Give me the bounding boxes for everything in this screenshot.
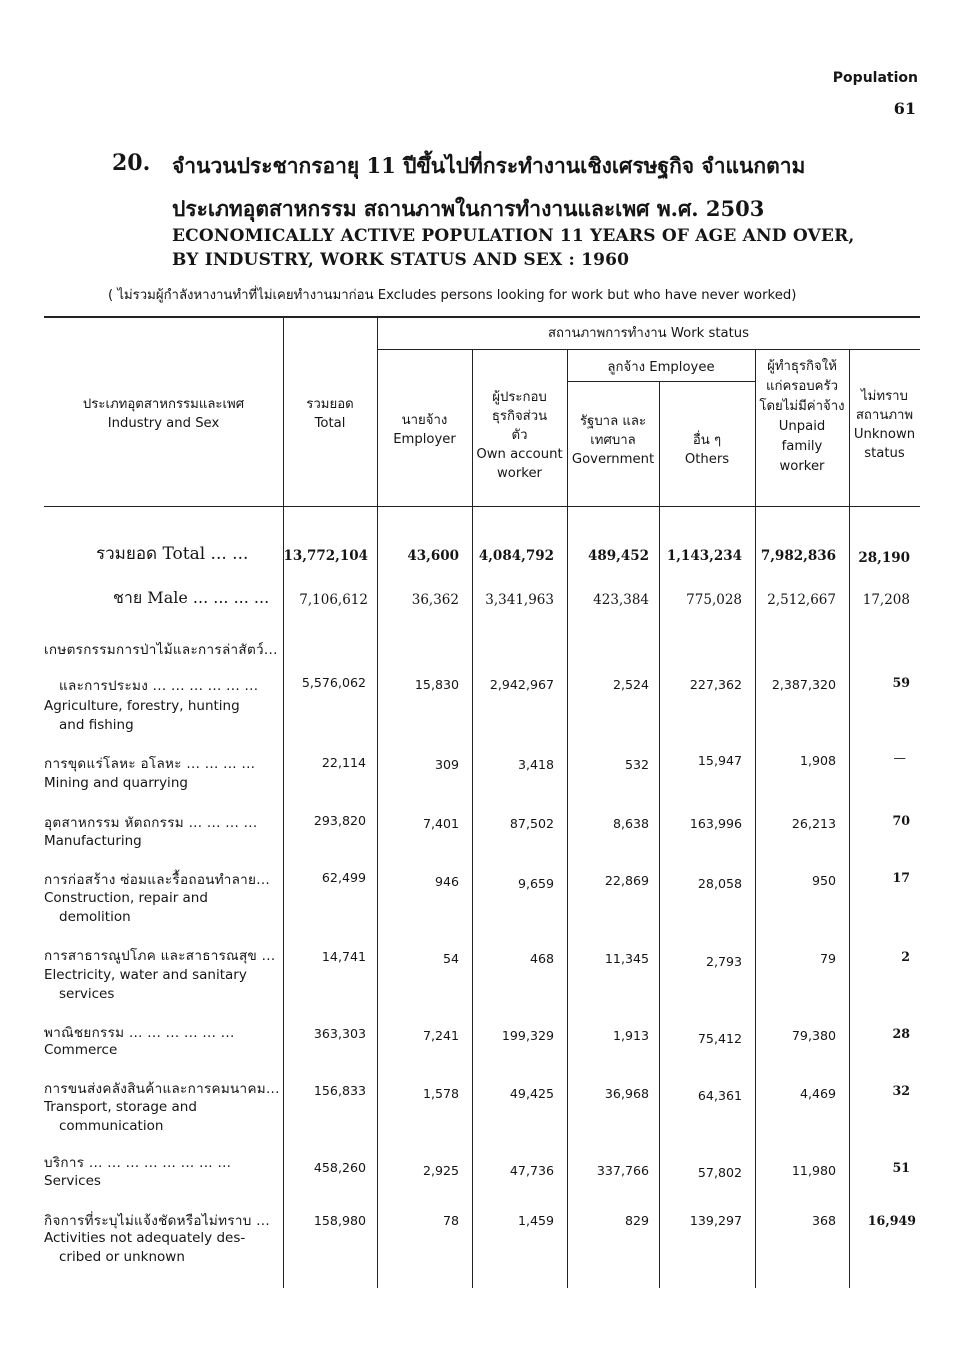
row-agriculture-thai: เกษตรกรรมการป่าไม้และการล่าสัตว์... — [44, 642, 278, 658]
header-unknown-thai-1: ไม่ทราบ — [861, 389, 908, 404]
cell-services-employer: 2,925 — [422, 1163, 459, 1178]
row-commerce-thai: พาณิชยกรรม ... ... ... ... ... ... — [44, 1025, 235, 1041]
header-government-thai: รัฐบาล และ เทศบาล — [579, 414, 647, 448]
header-industry-thai: ประเภทอุตสาหกรรมและเพศ — [82, 397, 245, 412]
row-agriculture-english — [44, 697, 240, 735]
title-english-line-2: BY INDUSTRY, WORK STATUS AND SEX : 1960 — [172, 250, 630, 270]
cell-commerce-unknown: 28 — [892, 1026, 910, 1041]
cell-construction-government: 22,869 — [604, 873, 649, 888]
header-government — [567, 412, 659, 469]
row-unknown-activities-english-2: cribed or unknown — [59, 1249, 185, 1265]
table-number: 20. — [112, 150, 151, 176]
cell-construction-own-account: 9,659 — [517, 876, 554, 891]
header-total-english: Total — [314, 416, 346, 431]
column-divider — [755, 350, 756, 1288]
cell-total-government: 489,452 — [587, 548, 649, 564]
cell-electricity-employer: 54 — [442, 951, 459, 966]
cell-unknown-activities-others: 139,297 — [689, 1213, 742, 1228]
row-unknown-activities-english — [44, 1229, 245, 1267]
cell-unknown-activities-unpaid: 368 — [811, 1213, 836, 1228]
header-employer-thai: นายจ้าง — [401, 413, 448, 428]
header-unpaid-english-1: Unpaid — [778, 419, 826, 434]
cell-services-own-account: 47,736 — [509, 1163, 554, 1178]
header-total — [283, 395, 377, 433]
row-transport-thai: การขนส่งคลังสินค้าและการคมนาคม... — [44, 1081, 280, 1097]
cell-construction-employer: 946 — [434, 874, 459, 889]
row-manufacturing-thai: อุตสาหกรรม หัตถกรรม ... ... ... ... — [44, 815, 258, 831]
header-unknown-thai-2: สถานภาพ — [855, 408, 914, 423]
row-electricity-english-1: Electricity, water and sanitary — [44, 967, 247, 983]
column-divider — [283, 318, 284, 1288]
title-thai-line-2: ประเภทอุตสาหกรรม สถานภาพในการทำงานและเพศ พ.ศ. 2503 — [172, 196, 765, 221]
table-top-rule — [44, 316, 920, 318]
cell-mining-others: 15,947 — [697, 753, 742, 768]
row-transport-english-1: Transport, storage and — [44, 1099, 197, 1115]
row-commerce-english-1: Commerce — [44, 1042, 118, 1058]
cell-transport-employer: 1,578 — [422, 1086, 459, 1101]
cell-unknown-activities-total: 158,980 — [313, 1213, 366, 1228]
title-thai-line-1: จำนวนประชากรอายุ 11 ปีขึ้นไปที่กระทำงานเชิงเศรษฐกิจ จำแนกตาม — [172, 153, 806, 178]
cell-commerce-employer: 7,241 — [422, 1028, 459, 1043]
cell-commerce-own-account: 199,329 — [501, 1028, 554, 1043]
cell-agriculture-total: 5,576,062 — [301, 675, 366, 690]
row-transport-english-2: communication — [59, 1118, 164, 1134]
cell-male-total: 7,106,612 — [299, 592, 368, 608]
row-construction-thai: การก่อสร้าง ซ่อมและรื้อถอนทำลาย... — [44, 872, 271, 888]
cell-total-others: 1,143,234 — [666, 548, 742, 564]
row-construction-english — [44, 889, 208, 927]
cell-commerce-others: 75,412 — [697, 1031, 742, 1046]
row-male-label: ชาย Male ... ... ... ... — [113, 588, 270, 607]
row-agriculture-english-2: and fishing — [59, 717, 134, 733]
cell-electricity-unpaid: 79 — [819, 951, 836, 966]
cell-services-unknown: 51 — [892, 1160, 910, 1175]
row-electricity-english — [44, 966, 247, 1004]
row-commerce-english — [44, 1041, 117, 1060]
column-divider — [849, 350, 850, 1288]
cell-commerce-total: 363,303 — [313, 1026, 366, 1041]
cell-agriculture-others: 227,362 — [689, 677, 742, 692]
row-agriculture-english-1: Agriculture, forestry, hunting — [44, 698, 240, 714]
row-mining-english-1: Mining and quarrying — [44, 775, 188, 791]
cell-construction-total: 62,499 — [321, 870, 366, 885]
row-unknown-activities-english-1: Activities not adequately des- — [44, 1230, 246, 1246]
header-others-english: Others — [684, 452, 730, 467]
header-employer-english: Employer — [393, 432, 456, 447]
page-number: 61 — [893, 99, 916, 118]
cell-manufacturing-total: 293,820 — [313, 813, 366, 828]
cell-manufacturing-unknown: 70 — [892, 813, 910, 828]
cell-transport-unpaid: 4,469 — [799, 1086, 836, 1101]
cell-unknown-activities-unknown: 16,949 — [867, 1213, 916, 1228]
row-unknown-activities-thai: กิจการที่ระบุไม่แจ้งชัดหรือไม่ทราบ ... — [44, 1213, 270, 1229]
cell-services-others: 57,802 — [697, 1165, 742, 1180]
header-industry — [44, 395, 283, 433]
header-unknown-english-1: Unknown — [853, 427, 916, 442]
header-own-account-thai: ผู้ประกอบ ธุรกิจส่วนตัว — [491, 390, 548, 443]
cell-transport-government: 36,968 — [604, 1086, 649, 1101]
cell-total-unpaid: 7,982,836 — [760, 548, 836, 564]
header-total-thai: รวมยอด — [306, 397, 354, 412]
row-services-english — [44, 1172, 101, 1191]
cell-transport-own-account: 49,425 — [509, 1086, 554, 1101]
row-total-label: รวมยอด Total ... ... — [96, 544, 249, 564]
column-divider — [567, 350, 568, 1288]
header-unpaid-thai-2: แก่ครอบครัว — [766, 379, 838, 394]
cell-transport-total: 156,833 — [313, 1083, 366, 1098]
cell-electricity-unknown: 2 — [901, 949, 910, 964]
cell-agriculture-own-account: 2,942,967 — [489, 677, 554, 692]
cell-unknown-activities-own-account: 1,459 — [517, 1213, 554, 1228]
cell-construction-others: 28,058 — [697, 876, 742, 891]
cell-mining-total: 22,114 — [321, 755, 366, 770]
header-unpaid-thai-3: โดยไม่มีค่าจ้าง — [759, 399, 845, 414]
header-others — [659, 431, 755, 469]
cell-mining-unpaid: 1,908 — [799, 753, 836, 768]
header-unknown-status — [849, 387, 920, 463]
table-note: ( ไม่รวมผู้กำลังหางานทำที่ไม่เคยทำงานมาก่อน Excludes persons looking for work but who have never worked) — [108, 288, 797, 303]
cell-services-unpaid: 11,980 — [791, 1163, 836, 1178]
row-manufacturing-english — [44, 832, 142, 851]
cell-electricity-total: 14,741 — [321, 949, 366, 964]
row-services-english-1: Services — [44, 1173, 101, 1189]
employee-rule — [567, 381, 755, 382]
cell-male-others: 775,028 — [686, 592, 742, 608]
header-employer — [377, 411, 472, 449]
cell-commerce-unpaid: 79,380 — [791, 1028, 836, 1043]
cell-agriculture-unknown: 59 — [892, 675, 910, 690]
row-transport-english — [44, 1098, 197, 1136]
work-status-rule — [377, 349, 920, 350]
header-unpaid-english-3: worker — [779, 459, 825, 474]
row-services-thai: บริการ ... ... ... ... ... ... ... ... — [44, 1155, 232, 1171]
cell-electricity-others: 2,793 — [705, 954, 742, 969]
section-label: Population — [832, 70, 918, 86]
row-manufacturing-english-1: Manufacturing — [44, 833, 142, 849]
cell-male-unknown: 17,208 — [862, 592, 910, 608]
cell-manufacturing-own-account: 87,502 — [509, 816, 554, 831]
cell-agriculture-unpaid: 2,387,320 — [771, 677, 836, 692]
row-construction-english-2: demolition — [59, 909, 131, 925]
cell-male-unpaid: 2,512,667 — [767, 592, 836, 608]
header-unpaid-english-2: family — [781, 439, 823, 454]
cell-mining-government: 532 — [624, 757, 649, 772]
column-divider — [377, 318, 378, 1288]
cell-transport-others: 64,361 — [697, 1088, 742, 1103]
cell-unknown-activities-government: 829 — [624, 1213, 649, 1228]
header-unknown-english-2: status — [864, 446, 905, 461]
cell-total-unknown: 28,190 — [858, 550, 910, 566]
cell-electricity-government: 11,345 — [604, 951, 649, 966]
cell-unknown-activities-employer: 78 — [442, 1213, 459, 1228]
cell-commerce-government: 1,913 — [612, 1028, 649, 1043]
column-divider — [472, 350, 473, 1288]
row-mining-thai: การขุดแร่โลหะ อโลหะ ... ... ... ... — [44, 756, 256, 772]
cell-transport-unknown: 32 — [892, 1083, 910, 1098]
cell-manufacturing-government: 8,638 — [612, 816, 649, 831]
cell-male-government: 423,384 — [593, 592, 649, 608]
row-agriculture-thai-2: และการประมง ... ... ... ... ... ... — [59, 678, 259, 694]
cell-services-government: 337,766 — [596, 1163, 649, 1178]
cell-mining-unknown: — — [893, 750, 906, 765]
row-electricity-thai: การสาธารณูปโภค และสาธารณสุข ... — [44, 948, 276, 964]
cell-male-own-account: 3,341,963 — [485, 592, 554, 608]
cell-manufacturing-unpaid: 26,213 — [791, 816, 836, 831]
cell-electricity-own-account: 468 — [529, 951, 554, 966]
cell-agriculture-government: 2,524 — [612, 677, 649, 692]
header-industry-english: Industry and Sex — [107, 416, 220, 431]
header-employee: ลูกจ้าง Employee — [607, 360, 715, 375]
row-mining-english — [44, 774, 188, 793]
header-government-english: Government — [571, 452, 655, 467]
row-electricity-english-2: services — [59, 986, 115, 1002]
cell-agriculture-employer: 15,830 — [414, 677, 459, 692]
header-work-status: สถานภาพการทำงาน Work status — [548, 326, 749, 341]
cell-construction-unpaid: 950 — [811, 873, 836, 888]
header-unpaid-thai-1: ผู้ทำธุรกิจให้ — [767, 359, 837, 374]
column-divider — [659, 382, 660, 1288]
cell-manufacturing-others: 163,996 — [689, 816, 742, 831]
cell-male-employer: 36,362 — [411, 592, 459, 608]
cell-total-total: 13,772,104 — [283, 548, 368, 564]
title-english-line-1: ECONOMICALLY ACTIVE POPULATION 11 YEARS OF AGE AND OVER, — [172, 226, 855, 246]
cell-manufacturing-employer: 7,401 — [422, 816, 459, 831]
cell-services-total: 458,260 — [313, 1160, 366, 1175]
header-unpaid-family — [755, 357, 849, 477]
cell-mining-own-account: 3,418 — [517, 757, 554, 772]
header-own-account — [472, 388, 567, 483]
header-own-account-english: Own account — [476, 447, 563, 462]
header-bottom-rule — [44, 506, 920, 507]
cell-mining-employer: 309 — [434, 757, 459, 772]
cell-construction-unknown: 17 — [892, 870, 910, 885]
header-own-account-english-2: worker — [497, 466, 542, 481]
row-construction-english-1: Construction, repair and — [44, 890, 208, 906]
header-others-thai: อื่น ๆ — [692, 433, 722, 448]
cell-total-employer: 43,600 — [407, 548, 459, 564]
cell-total-own-account: 4,084,792 — [478, 548, 554, 564]
